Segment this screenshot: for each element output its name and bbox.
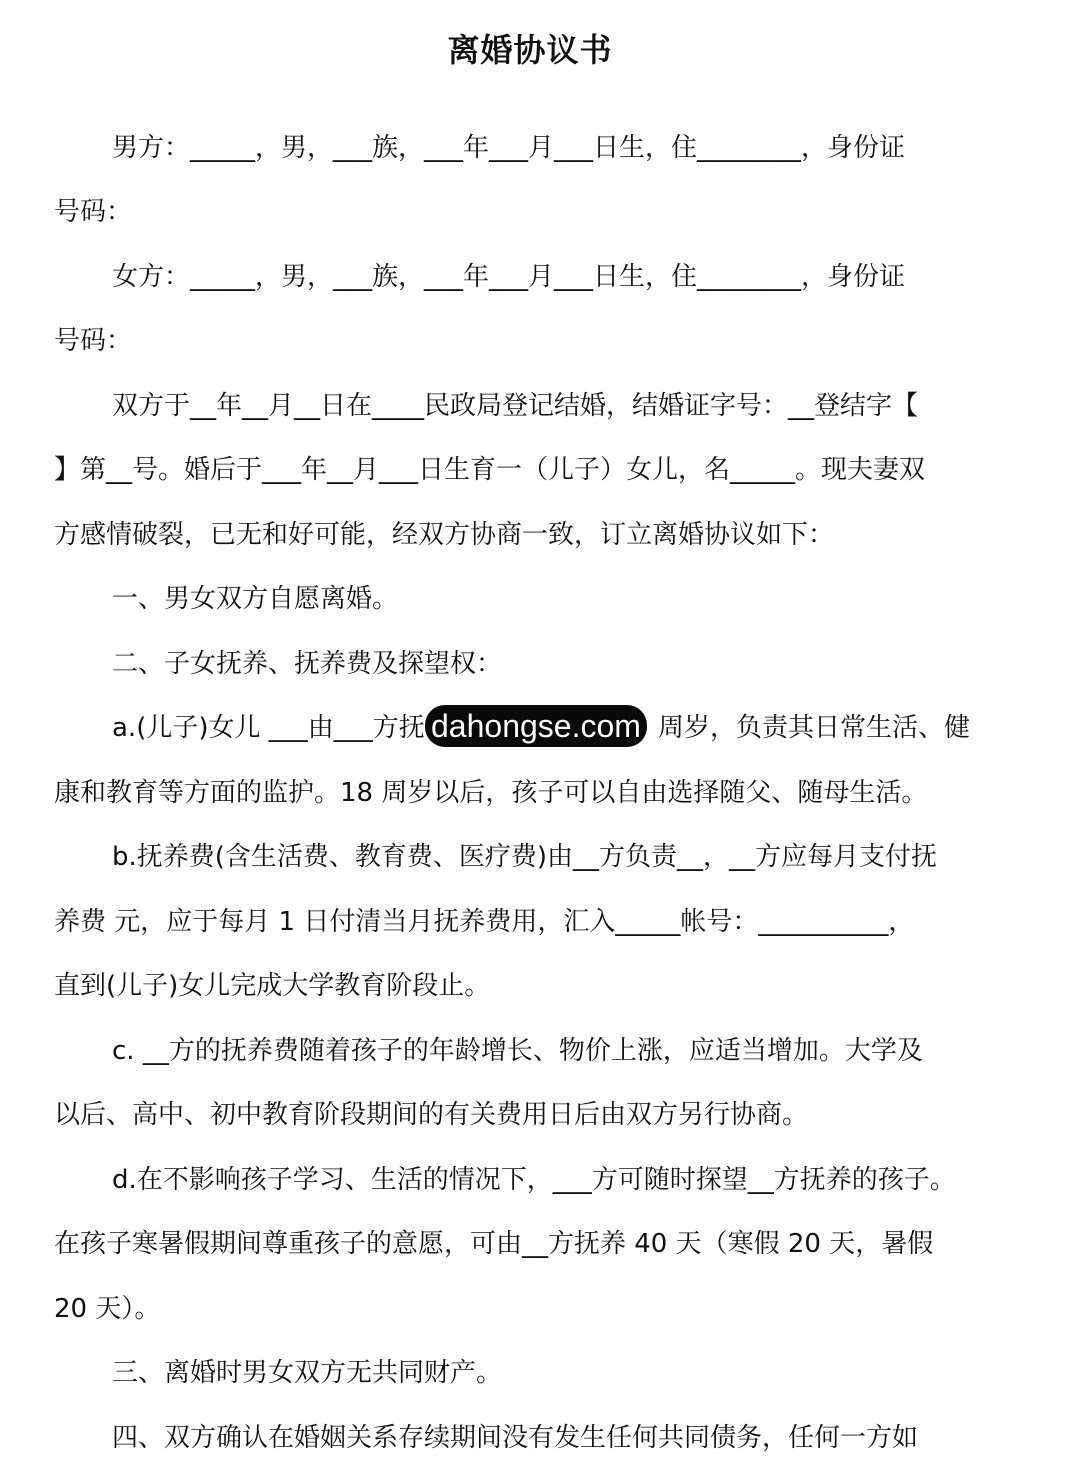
clause-one-line: 一、男女双方自愿离婚。 [112, 584, 399, 614]
clause-a-line-tail: 周岁，负责其日常生活、健 [658, 713, 971, 743]
male-party-line: 男方：_____，男，___族，___年___月___日生，住________，身份证 [112, 133, 906, 163]
clause-b-line-2: 养费 元，应于每月 1 日付清当月抚养费用，汇入_____帐号：__________， [54, 907, 915, 937]
female-party-line: 女方：_____，男，___族，___年___月___日生，住________，身份证 [112, 262, 906, 292]
clause-a-line-start: a.(儿子)女儿 ___由___方抚 [112, 713, 425, 743]
clause-three-line: 三、离婚时男女双方无共同财产。 [112, 1358, 503, 1388]
document-title: 离婚协议书 [447, 31, 613, 69]
marriage-registration-line: 双方于__年__月__日在____民政局登记结婚，结婚证字号：__登结字【 [112, 391, 919, 421]
agreement-intro-line: 方感情破裂，已无和好可能，经双方协商一致，订立离婚协议如下： [54, 520, 835, 550]
clause-b-line-1: b.抚养费(含生活费、教育费、医疗费)由__方负责__，__方应每月支付抚 [112, 842, 938, 872]
clause-a-line-2: 康和教育等方面的监护。18 周岁以后，孩子可以自由选择随父、随母生活。 [54, 778, 928, 808]
marriage-child-line: 】第__号。婚后于___年__月___日生育一（儿子）女儿，名_____。现夫妻双 [54, 455, 926, 485]
clause-four-line: 四、双方确认在婚姻关系存续期间没有发生任何共同债务，任何一方如 [112, 1423, 919, 1453]
female-id-line: 号码： [54, 326, 133, 356]
clause-b-line-3: 直到(儿子)女儿完成大学教育阶段止。 [54, 971, 491, 1001]
clause-d-line-3: 20 天）。 [54, 1294, 161, 1324]
clause-c-line-1: c. __方的抚养费随着孩子的年龄增长、物价上涨，应适当增加。大学及 [112, 1036, 923, 1066]
male-id-line: 号码： [54, 197, 133, 227]
clause-two-heading: 二、子女抚养、抚养费及探望权： [112, 649, 503, 679]
clause-d-line-1: d.在不影响孩子学习、生活的情况下，___方可随时探望__方抚养的孩子。 [112, 1165, 956, 1195]
watermark-badge: dahongse.com [425, 705, 647, 747]
clause-c-line-2: 以后、高中、初中教育阶段期间的有关费用日后由双方另行协商。 [54, 1100, 809, 1130]
clause-d-line-2: 在孩子寒暑假期间尊重孩子的意愿，可由__方抚养 40 天（寒假 20 天，暑假 [54, 1229, 934, 1259]
